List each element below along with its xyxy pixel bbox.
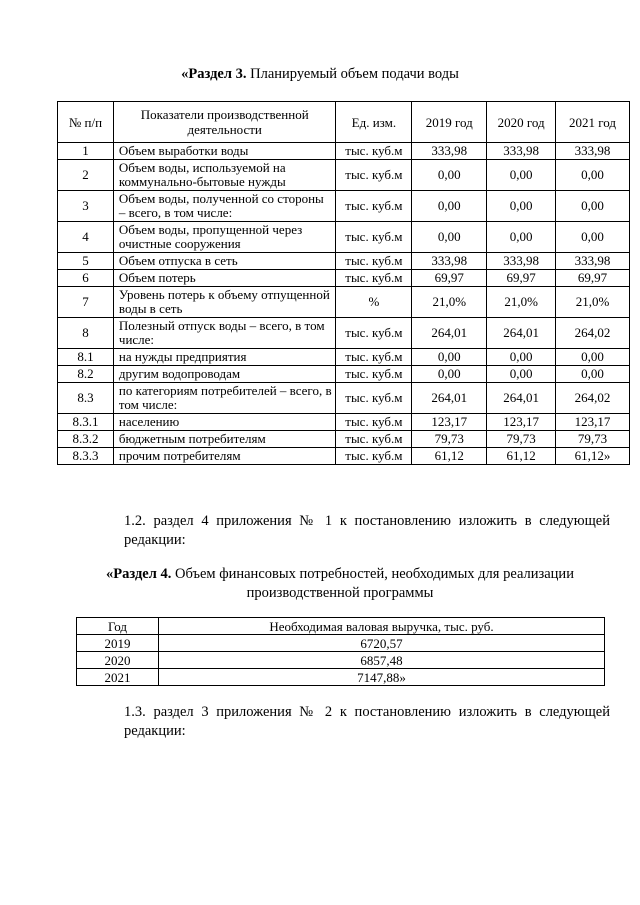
cell-unit: % (336, 287, 412, 318)
cell-2020: 264,01 (487, 383, 556, 414)
cell-unit: тыс. куб.м (336, 222, 412, 253)
cell-2021: 0,00 (556, 366, 630, 383)
cell-indicator: Объем воды, пропущенной через очистные сооружения (113, 222, 336, 253)
cell-revenue: 6857,48 (159, 652, 605, 669)
cell-indicator: населению (113, 414, 336, 431)
cell-2020: 123,17 (487, 414, 556, 431)
cell-num: 6 (58, 270, 114, 287)
table-row (58, 383, 630, 414)
col-header-year: Год (77, 618, 159, 635)
table-row (58, 222, 630, 253)
col-header-revenue: Необходимая валовая выручка, тыс. руб. (159, 618, 605, 635)
cell-2019: 61,12 (412, 448, 487, 465)
cell-num: 8.2 (58, 366, 114, 383)
col-header-2021: 2021 год (556, 102, 630, 143)
cell-unit: тыс. куб.м (336, 366, 412, 383)
cell-unit: тыс. куб.м (336, 143, 412, 160)
section3-title (0, 66, 640, 83)
cell-num: 8.3.2 (58, 431, 114, 448)
table-row (58, 253, 630, 270)
section3-title-bold: «Раздел 3. (181, 66, 247, 82)
cell-2020: 0,00 (487, 366, 556, 383)
col-header-2020: 2020 год (487, 102, 556, 143)
cell-unit: тыс. куб.м (336, 270, 412, 287)
cell-revenue: 7147,88» (159, 669, 605, 686)
cell-2019: 0,00 (412, 349, 487, 366)
table-row (58, 143, 630, 160)
cell-num: 7 (58, 287, 114, 318)
financial-needs-table (76, 617, 605, 686)
table-row (58, 318, 630, 349)
cell-2019: 264,01 (412, 318, 487, 349)
cell-2020: 21,0% (487, 287, 556, 318)
cell-num: 8.3.1 (58, 414, 114, 431)
cell-year: 2021 (77, 669, 159, 686)
cell-2019: 264,01 (412, 383, 487, 414)
table-row (58, 448, 630, 465)
table-row (58, 270, 630, 287)
cell-indicator: Объем отпуска в сеть (113, 253, 336, 270)
cell-indicator: Полезный отпуск воды – всего, в том числе: (113, 318, 336, 349)
cell-unit: тыс. куб.м (336, 318, 412, 349)
col-header-unit: Ед. изм. (336, 102, 412, 143)
section4-title-rest: Объем финансовых потребностей, необходимых для реализации производственной программы (171, 566, 574, 601)
cell-indicator: другим водопроводам (113, 366, 336, 383)
cell-2020: 79,73 (487, 431, 556, 448)
cell-2020: 333,98 (487, 253, 556, 270)
cell-2020: 333,98 (487, 143, 556, 160)
cell-unit: тыс. куб.м (336, 448, 412, 465)
cell-num: 8.3.3 (58, 448, 114, 465)
cell-num: 8 (58, 318, 114, 349)
cell-2019: 123,17 (412, 414, 487, 431)
cell-indicator: Объем потерь (113, 270, 336, 287)
cell-2021: 333,98 (556, 253, 630, 270)
cell-indicator: на нужды предприятия (113, 349, 336, 366)
col-header-indicator: Показатели производственной деятельности (113, 102, 336, 143)
cell-2019: 0,00 (412, 222, 487, 253)
cell-num: 5 (58, 253, 114, 270)
cell-2021: 0,00 (556, 160, 630, 191)
cell-unit: тыс. куб.м (336, 383, 412, 414)
cell-num: 8.1 (58, 349, 114, 366)
cell-2021: 333,98 (556, 143, 630, 160)
section3-title-rest: Планируемый объем подачи воды (246, 66, 459, 82)
cell-2021: 123,17 (556, 414, 630, 431)
cell-2021: 264,02 (556, 318, 630, 349)
cell-2019: 0,00 (412, 191, 487, 222)
cell-indicator: Объем воды, полученной со стороны – всего, в том числе: (113, 191, 336, 222)
cell-2020: 264,01 (487, 318, 556, 349)
cell-indicator: прочим потребителям (113, 448, 336, 465)
cell-2020: 0,00 (487, 222, 556, 253)
table-row (58, 191, 630, 222)
table-row (77, 669, 605, 686)
cell-indicator: Объем выработки воды (113, 143, 336, 160)
cell-year: 2020 (77, 652, 159, 669)
table-row (58, 349, 630, 366)
section4-title-bold: «Раздел 4. (106, 566, 172, 582)
cell-unit: тыс. куб.м (336, 349, 412, 366)
cell-indicator: бюджетным потребителям (113, 431, 336, 448)
cell-2020: 69,97 (487, 270, 556, 287)
table-header-row (58, 102, 630, 143)
cell-unit: тыс. куб.м (336, 160, 412, 191)
cell-num: 1 (58, 143, 114, 160)
table-row (58, 414, 630, 431)
water-supply-table (57, 101, 630, 465)
cell-2021: 21,0% (556, 287, 630, 318)
table-row (58, 366, 630, 383)
cell-indicator: Объем воды, используемой на коммунально-бытовые нужды (113, 160, 336, 191)
cell-2019: 69,97 (412, 270, 487, 287)
table-header-row (77, 618, 605, 635)
cell-indicator: Уровень потерь к объему отпущенной воды в сеть (113, 287, 336, 318)
paragraph-1-3 (90, 703, 610, 741)
col-header-2019: 2019 год (412, 102, 487, 143)
col-header-num: № п/п (58, 102, 114, 143)
cell-2019: 0,00 (412, 366, 487, 383)
cell-2019: 79,73 (412, 431, 487, 448)
cell-indicator: по категориям потребителей – всего, в том числе: (113, 383, 336, 414)
paragraph-1-2-text: 1.2. раздел 4 приложения № 1 к постановлению изложить в следующей редакции: (124, 513, 610, 548)
cell-2020: 0,00 (487, 349, 556, 366)
cell-2021: 0,00 (556, 191, 630, 222)
cell-num: 2 (58, 160, 114, 191)
table-row (77, 635, 605, 652)
cell-2020: 0,00 (487, 191, 556, 222)
cell-2020: 61,12 (487, 448, 556, 465)
cell-2021: 0,00 (556, 349, 630, 366)
paragraph-1-2 (90, 512, 610, 550)
cell-revenue: 6720,57 (159, 635, 605, 652)
paragraph-1-3-text: 1.3. раздел 3 приложения № 2 к постановлению изложить в следующей редакции: (124, 704, 610, 739)
table-row (58, 431, 630, 448)
cell-2021: 61,12» (556, 448, 630, 465)
cell-unit: тыс. куб.м (336, 191, 412, 222)
cell-2019: 21,0% (412, 287, 487, 318)
cell-num: 8.3 (58, 383, 114, 414)
cell-2021: 69,97 (556, 270, 630, 287)
cell-2021: 0,00 (556, 222, 630, 253)
cell-2021: 79,73 (556, 431, 630, 448)
cell-2020: 0,00 (487, 160, 556, 191)
table-row (58, 160, 630, 191)
cell-unit: тыс. куб.м (336, 431, 412, 448)
cell-num: 4 (58, 222, 114, 253)
table-row (77, 652, 605, 669)
cell-year: 2019 (77, 635, 159, 652)
cell-2019: 0,00 (412, 160, 487, 191)
cell-unit: тыс. куб.м (336, 253, 412, 270)
table-row (58, 287, 630, 318)
cell-num: 3 (58, 191, 114, 222)
section4-title (60, 565, 620, 603)
cell-unit: тыс. куб.м (336, 414, 412, 431)
cell-2019: 333,98 (412, 253, 487, 270)
cell-2021: 264,02 (556, 383, 630, 414)
cell-2019: 333,98 (412, 143, 487, 160)
